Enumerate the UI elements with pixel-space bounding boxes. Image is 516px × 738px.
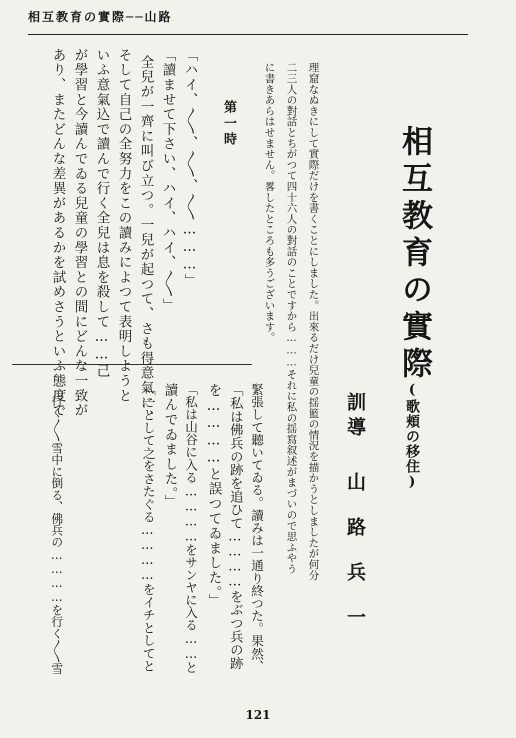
body-line: 「一として之をさたぐる…………をイチとしてと (139, 383, 155, 673)
body-line: が學習と今讀んでゐる兒童の學習との間にどんな一致が (71, 48, 88, 418)
body-line: 「ハイ、〳〵、〳〵、〳〵………」 (181, 48, 198, 289)
running-header (28, 8, 468, 25)
header-rule (28, 34, 468, 35)
section-label: 第一時 (221, 100, 236, 148)
body-line: あり、またどんな差異があるかを試めさうといふ態度で (49, 48, 66, 418)
column-divider (12, 364, 252, 365)
body-line: 「行く〳〵雪中に倒る、佛兵の…………を行く〳〵雪 (49, 383, 64, 675)
author-role: 訓導 (344, 392, 366, 442)
intro-note-line: 理窟なぬきにして實際だけを書くことにしました。出來るだけ兒童の揺籃の情況を描かうとしましたが何分 (307, 62, 320, 581)
body-line: 全兒が一齊に叫び立つ。一兒が起つて、さも得意氣に、 (137, 55, 154, 425)
author-name: 山路兵一 (344, 472, 366, 652)
intro-note-line: 二三人の對話とちがつて四十六人の對話のことですから………それに私の揺寫叙述がまづいので思ふやう (285, 62, 298, 575)
body-line: 「私は佛兵の跡を追ひて…………をぶつ兵の跡 (227, 383, 243, 670)
body-line: を…………と誤つてゐました。」 (205, 383, 222, 609)
page-number: 121 (245, 708, 271, 722)
body-line: 讀んでゐました。」 (161, 383, 178, 510)
intro-note-line: に書きあらはせません。畧したところも多うございます。 (263, 62, 276, 343)
article-title: 相互教育の實際 (396, 125, 432, 384)
body-line: 緊張して聽いてゐる。讀みは一通り終つた。果然、 (249, 383, 265, 673)
article-subtitle: (歌頬の移住) (404, 382, 420, 491)
body-line: いふ意氣込で讀んで行く全兒は息を殺して……己 (93, 48, 110, 379)
body-line: 「讀ませて下さい、ハイ、ハイ、〳〵」 (159, 48, 176, 314)
running-title: 相互教育の實際──山路 (28, 10, 173, 24)
body-line: そして自己の全努力をこの讀みによつて表明しようと (115, 48, 132, 404)
body-line: 「私は山谷に入る…………をサンヤに入る……と (183, 383, 199, 674)
